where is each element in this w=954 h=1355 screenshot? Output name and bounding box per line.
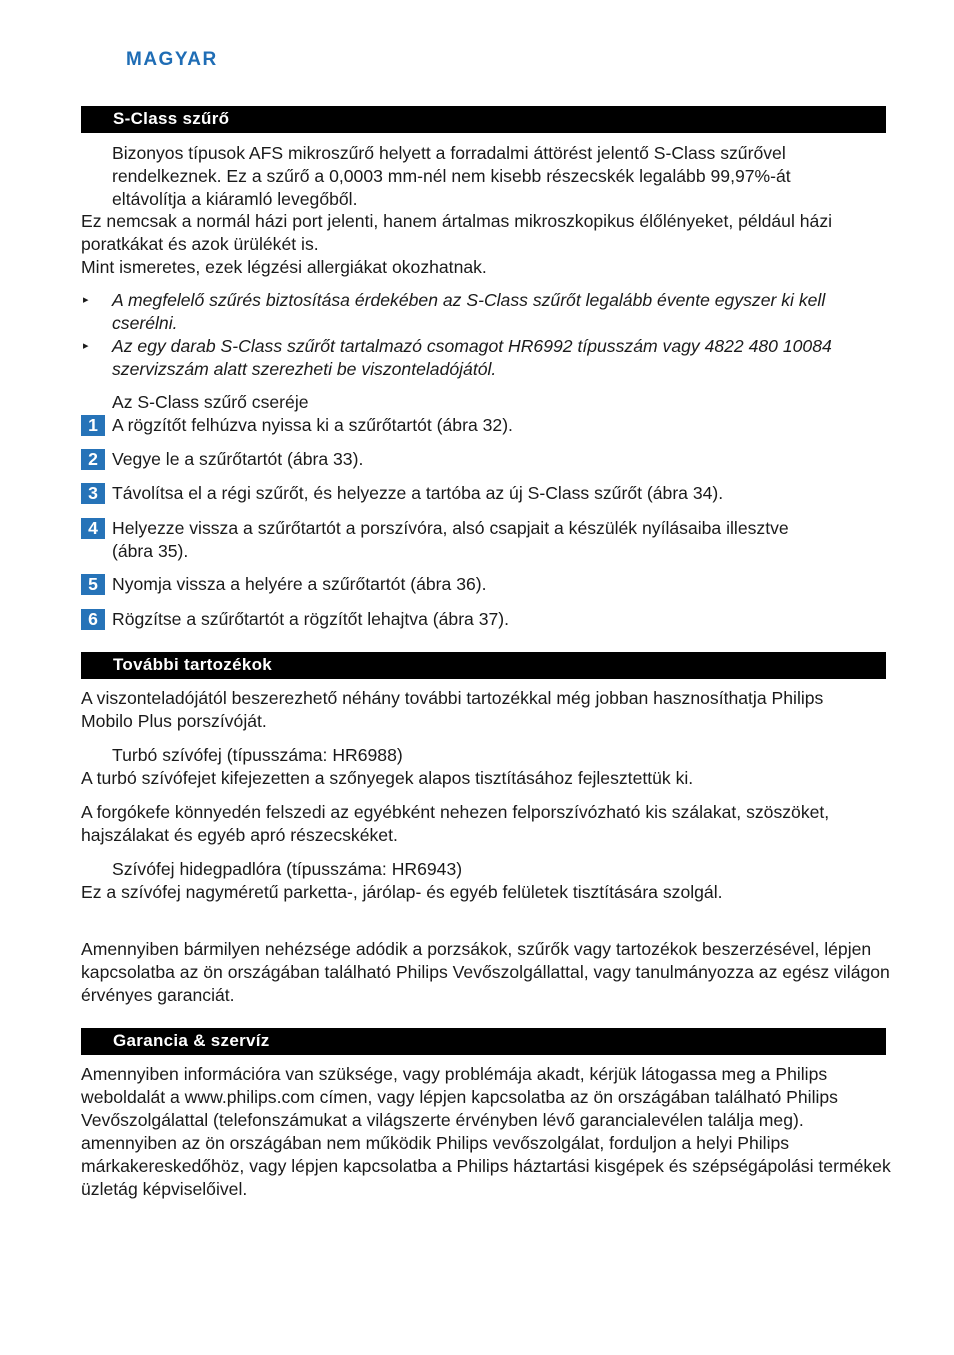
text-line: rendelkeznek. Ez a szűrő a 0,0003 mm-nél nem kisebb részecskék legalább 99,97%-át: [112, 166, 791, 186]
step-text: [112, 482, 882, 505]
section-title: Garancia & szervíz: [113, 1031, 270, 1050]
text-line: Mint ismeretes, ezek légzési allergiákat okozhatnak.: [81, 257, 487, 277]
text-line: poratkákat és azok ürülékét is.: [81, 234, 319, 254]
sclass-paragraph: [81, 210, 891, 279]
text-line: Rögzítse a szűrőtartót a rögzítőt lehajtva (ábra 37).: [112, 609, 510, 629]
text-line: Bizonyos típusok AFS mikroszűrő helyett a forradalmi áttörést jelentő S-Class szűrővel: [112, 143, 786, 163]
text-line: kapcsolatba az ön országában található Philips Vevőszolgállattal, vagy tanulmányozza az egész világon: [81, 962, 890, 982]
text-line: A rögzítőt felhúzva nyissa ki a szűrőtartót (ábra 32).: [112, 415, 513, 435]
accessories-intro: [81, 687, 891, 733]
contact-text: [81, 938, 891, 1007]
step-number: 1: [81, 415, 105, 436]
text-line: Vegye le a szűrőtartót (ábra 33).: [112, 449, 364, 469]
step-text: [112, 517, 882, 563]
warranty-text: [81, 1063, 891, 1201]
step-number: 6: [81, 609, 105, 630]
text-line: cserélni.: [112, 313, 178, 333]
bullet-item: [112, 335, 882, 381]
step-text: [112, 414, 882, 437]
text-line: Helyezze vissza a szűrőtartót a porszívóra, alsó csapjait a készülék nyílásaiba illesztve: [112, 518, 789, 538]
section-title: S-Class szűrő: [113, 109, 230, 128]
section-header-sclass: [81, 106, 886, 133]
text-line: szervizszám alatt szerezheti be viszonteladójától.: [112, 359, 497, 379]
step-text: [112, 608, 882, 631]
text-line: amennyiben az ön országában nem működik Philips vevőszolgálat, forduljon a helyi Philips: [81, 1133, 790, 1153]
section-header-warranty: [81, 1028, 886, 1055]
text-line: Ez a szívófej nagyméretű parketta-, járólap- és egyéb felületek tisztítására szolgál.: [81, 882, 723, 902]
step-number: 5: [81, 574, 105, 595]
step-number: 3: [81, 483, 105, 504]
step-number: 4: [81, 518, 105, 539]
bullet-item: [112, 289, 882, 335]
text-line: A turbó szívófejet kifejezetten a szőnyegek alapos tisztításához fejlesztettük ki.: [81, 768, 694, 788]
text-line: Amennyiben információra van szüksége, vagy problémája akadt, kérjük látogassa meg a Philips: [81, 1064, 828, 1084]
text-line: érvényes garanciát.: [81, 985, 235, 1005]
text-line: A viszonteladójától beszerezhető néhány további tartozékkal még jobban hasznosíthatja Philips: [81, 688, 824, 708]
step-text: [112, 573, 882, 596]
step-number: 2: [81, 449, 105, 470]
subsection-title: Szívófej hidegpadlóra (típusszáma: HR6943): [112, 859, 463, 879]
turbo-text: [81, 801, 891, 847]
hard-floor-text: [81, 881, 891, 904]
sclass-intro: [112, 142, 882, 211]
text-line: Távolítsa el a régi szűrőt, és helyezze a tartóba az új S-Class szűrőt (ábra 34).: [112, 483, 724, 503]
text-line: Az egy darab S-Class szűrőt tartalmazó csomagot HR6992 típusszám vagy 4822 480 10084: [112, 336, 832, 356]
bullet-icon: ▸: [83, 340, 89, 352]
text-line: (ábra 35).: [112, 541, 189, 561]
text-line: hajszálakat és egyéb apró részecskéket.: [81, 825, 398, 845]
language-label: MAGYAR: [126, 49, 218, 70]
text-line: A forgókefe könnyedén felszedi az egyébként nehezen felporszívózható kis szálakat, szöszöket,: [81, 802, 830, 822]
text-line: Amennyiben bármilyen nehézsége adódik a porzsákok, szűrők vagy tartozékok beszerzésével, lépjen: [81, 939, 872, 959]
text-line: weboldalát a www.philips.com címen, vagy lépjen kapcsolatba az ön országában található Philips: [81, 1087, 838, 1107]
text-line: üzletág képviselőivel.: [81, 1179, 248, 1199]
section-header-accessories: [81, 652, 886, 679]
subsection-title: Az S-Class szűrő cseréje: [112, 392, 309, 412]
bullet-icon: ▸: [83, 294, 89, 306]
text-line: eltávolítja a kiáramló levegőből.: [112, 189, 358, 209]
subsection-title: Turbó szívófej (típusszáma: HR6988): [112, 745, 403, 765]
turbo-text: [81, 767, 891, 790]
text-line: Mobilo Plus porszívóját.: [81, 711, 267, 731]
text-line: Nyomja vissza a helyére a szűrőtartót (ábra 36).: [112, 574, 487, 594]
text-line: A megfelelő szűrés biztosítása érdekében az S-Class szűrőt legalább évente egyszer ki kell: [112, 290, 826, 310]
section-title: További tartozékok: [113, 655, 273, 674]
text-line: Vevőszolgálattal (telefonszámukat a világszerte érvényben lévő garancialevélen találja meg).: [81, 1110, 804, 1130]
step-text: [112, 448, 882, 471]
text-line: Ez nemcsak a normál házi port jelenti, hanem ártalmas mikroszkopikus élőlényeket, például házi: [81, 211, 833, 231]
text-line: márkakereskedőhöz, vagy lépjen kapcsolatba a Philips háztartási kisgépek és szépségápolási termékek: [81, 1156, 891, 1176]
